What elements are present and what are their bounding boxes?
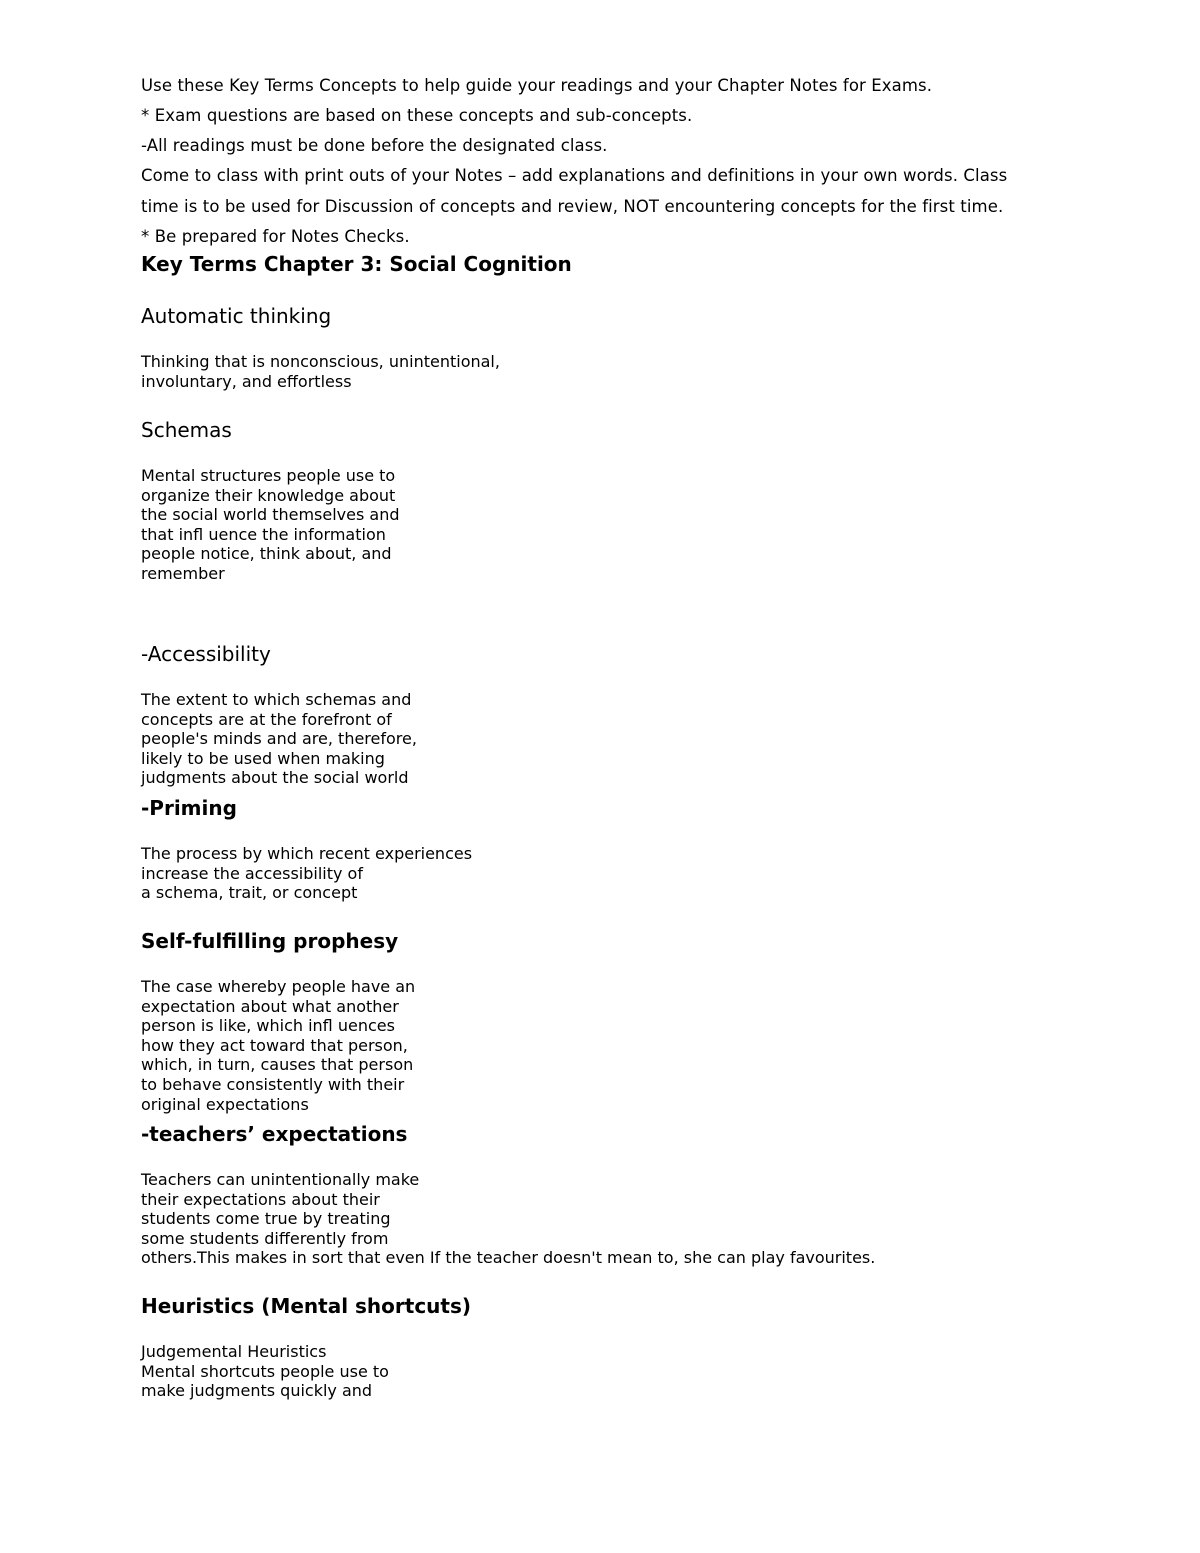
definition-line: original expectations (141, 1094, 309, 1114)
definition-line: a schema, trait, or concept (141, 883, 358, 903)
definition-line: that infl uence the information (141, 524, 386, 544)
term-heading: Automatic thinking (141, 304, 332, 328)
definition-line: how they act toward that person, (141, 1035, 408, 1055)
definition-line: their expectations about their (141, 1189, 380, 1209)
term-definition (141, 352, 500, 391)
definition-line: The process by which recent experiences (141, 844, 473, 863)
intro-line: * Exam questions are based on these concepts and sub-concepts. (141, 106, 693, 125)
term-heading: -Priming (141, 796, 237, 820)
definition-line: people's minds and are, therefore, (141, 729, 417, 749)
term-heading: -teachers’ expectations (141, 1122, 408, 1146)
definition-line: Thinking that is nonconscious, unintentional, (141, 352, 500, 371)
definition-line: organize their knowledge about (141, 485, 396, 505)
definition-line: judgments about the social world (141, 768, 409, 788)
definition-line: remember (141, 563, 225, 583)
definition-line: Mental shortcuts people use to (141, 1361, 389, 1381)
term-definition (141, 1170, 875, 1268)
page-title: Key Terms Chapter 3: Social Cognition (141, 252, 572, 276)
intro-line: Come to class with print outs of your Notes – add explanations and definitions in your own words. Class (141, 166, 1008, 185)
definition-line: others.This makes in sort that even If the teacher doesn't mean to, she can play favourites. (141, 1248, 876, 1268)
definition-line: likely to be used when making (141, 748, 385, 768)
definition-line: increase the accessibility of (141, 863, 363, 883)
term-definition (141, 977, 415, 1114)
definition-line: concepts are at the forefront of (141, 709, 392, 729)
definition-line: Judgemental Heuristics (141, 1342, 327, 1361)
term-heading: -Accessibility (141, 642, 271, 666)
definition-line: which, in turn, causes that person (141, 1055, 414, 1075)
definition-line: make judgments quickly and (141, 1381, 373, 1401)
term-definition (141, 1342, 389, 1401)
intro-line: Use these Key Terms Concepts to help guide your readings and your Chapter Notes for Exams. (141, 76, 933, 95)
term-heading: Self-fulfilling prophesy (141, 929, 399, 953)
definition-line: The case whereby people have an (141, 977, 416, 996)
term-heading: Heuristics (Mental shortcuts) (141, 1294, 472, 1318)
term-definition (141, 690, 417, 788)
term-heading: Schemas (141, 418, 232, 442)
definition-line: expectation about what another (141, 996, 399, 1016)
intro-line: time is to be used for Discussion of concepts and review, NOT encountering concepts for the first time. (141, 197, 1004, 216)
intro-line: * Be prepared for Notes Checks. (141, 227, 410, 246)
term-definition (141, 466, 400, 584)
definition-line: the social world themselves and (141, 505, 400, 525)
definition-line: The extent to which schemas and (141, 690, 412, 709)
definition-line: Teachers can unintentionally make (141, 1170, 420, 1189)
definition-line: to behave consistently with their (141, 1074, 405, 1094)
definition-line: involuntary, and effortless (141, 371, 352, 391)
definition-line: people notice, think about, and (141, 544, 392, 564)
definition-line: some students differently from (141, 1228, 389, 1248)
definition-line: students come true by treating (141, 1209, 391, 1229)
definition-line: Mental structures people use to (141, 466, 396, 485)
intro-line: -All readings must be done before the designated class. (141, 136, 608, 155)
term-definition (141, 844, 472, 903)
definition-line: person is like, which infl uences (141, 1016, 395, 1036)
